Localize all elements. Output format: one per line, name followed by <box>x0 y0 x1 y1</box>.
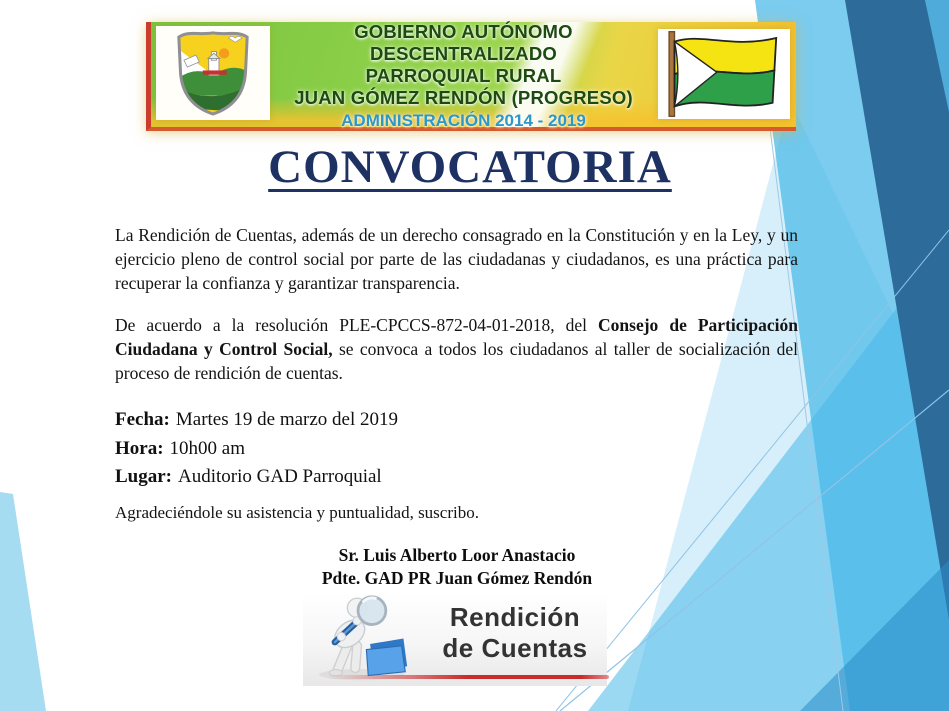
event-details <box>115 406 398 492</box>
org-name-line3: JUAN GÓMEZ RENDÓN (PROGRESO) <box>294 87 633 108</box>
detail-value: Martes 19 de marzo del 2019 <box>175 409 399 430</box>
parish-flag-icon <box>658 29 790 119</box>
rendicion-caption-line1: Rendición <box>449 602 581 632</box>
bottom-left-wedge <box>0 492 46 711</box>
coat-of-arms-icon <box>156 26 270 120</box>
detail-label: Hora: <box>115 437 164 459</box>
resolution-paragraph <box>115 314 798 385</box>
signer-name: Sr. Luis Alberto Loor Anastacio <box>338 545 576 565</box>
detail-row-lugar <box>115 463 398 492</box>
flag-box <box>658 29 790 119</box>
detail-label: Fecha: <box>115 409 170 430</box>
intro-paragraph: La Rendición de Cuentas, además de un derecho consagrado en la Constitución y en la Ley, y un ejercicio pleno de control social por parte de las ciudadanas y ciudadanos, es una práctica para recuperar la confianza y garantizar transparencia. <box>115 225 798 293</box>
org-name-line1: GOBIERNO AUTÓNOMO DESCENTRALIZADO <box>354 21 573 64</box>
detail-row-hora <box>115 435 398 464</box>
closing-line: Agradeciéndole su asistencia y puntualidad, suscribo. <box>115 503 479 522</box>
signature-block <box>115 544 799 590</box>
text-segment: De acuerdo a la resolución PLE-CPCCS-872-04-01-2018, del <box>115 315 599 335</box>
signer-role: Pdte. GAD PR Juan Gómez Rendón <box>321 568 593 588</box>
detail-label: Lugar: <box>115 466 172 487</box>
detail-row-fecha <box>115 406 398 435</box>
text-segment: se convoca a todos los ciudadanos al taller de socialización del proceso de rendición de cuentas. <box>115 338 798 383</box>
rendicion-image <box>303 592 607 686</box>
rendicion-caption-line2: de Cuentas <box>442 633 588 663</box>
bold-text-segment: Consejo de Participación Ciudadana y Control Social, <box>115 315 798 359</box>
detail-value: Auditorio GAD Parroquial <box>178 466 382 487</box>
coat-of-arms-box <box>156 26 270 120</box>
page-title: CONVOCATORIA <box>268 141 672 193</box>
org-name-line2: PARROQUIAL RURAL <box>365 65 562 86</box>
detail-value: 10h00 am <box>169 437 246 459</box>
administration-period: ADMINISTRACIÓN 2014 - 2019 <box>341 111 586 130</box>
rendicion-caption <box>431 602 599 664</box>
magnifier-figure-icon <box>309 594 433 682</box>
red-accent-line <box>327 675 609 679</box>
header-banner <box>146 22 796 131</box>
banner-text <box>273 21 654 130</box>
